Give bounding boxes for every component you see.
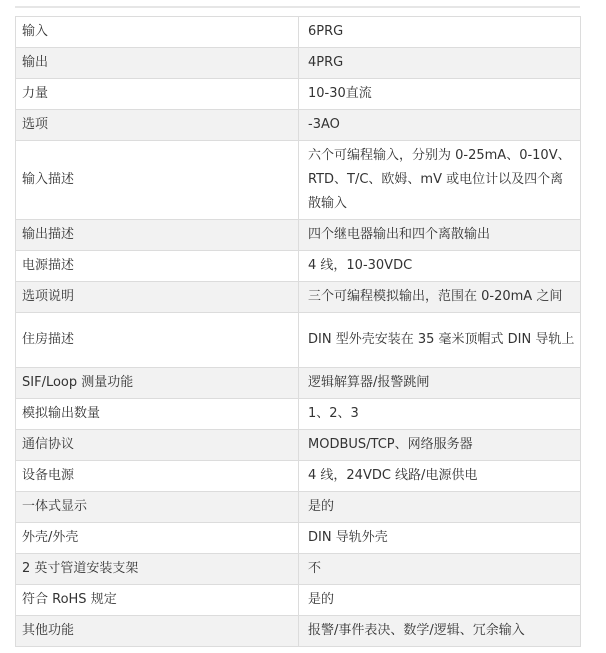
table-row xyxy=(16,368,581,399)
row-label: 选项 xyxy=(16,110,299,141)
spec-table xyxy=(15,16,581,647)
row-label: 符合 RoHS 规定 xyxy=(16,585,299,616)
row-label: 输出 xyxy=(16,48,299,79)
row-label: 选项说明 xyxy=(16,282,299,313)
table-row xyxy=(16,220,581,251)
table-row xyxy=(16,282,581,313)
row-value: 4 线，24VDC 线路/电源供电 xyxy=(299,461,581,492)
row-label: 2 英寸管道安装支架 xyxy=(16,554,299,585)
row-value: 是的 xyxy=(299,585,581,616)
row-label: 输入描述 xyxy=(16,141,299,220)
row-value: 四个继电器输出和四个离散输出 xyxy=(299,220,581,251)
row-label: SIF/Loop 测量功能 xyxy=(16,368,299,399)
table-row xyxy=(16,17,581,48)
table-row xyxy=(16,585,581,616)
row-value: -3AO xyxy=(299,110,581,141)
table-row xyxy=(16,430,581,461)
row-value: 逻辑解算器/报警跳闸 xyxy=(299,368,581,399)
row-label: 电源描述 xyxy=(16,251,299,282)
row-label: 一体式显示 xyxy=(16,492,299,523)
row-label: 设备电源 xyxy=(16,461,299,492)
table-row xyxy=(16,399,581,430)
row-value: 报警/事件表决、数学/逻辑、冗余输入 xyxy=(299,616,581,647)
table-row xyxy=(16,492,581,523)
table-row xyxy=(16,523,581,554)
table-row xyxy=(16,110,581,141)
top-divider xyxy=(15,6,580,8)
row-value: 不 xyxy=(299,554,581,585)
row-label: 力量 xyxy=(16,79,299,110)
row-value: 10-30直流 xyxy=(299,79,581,110)
table-row xyxy=(16,48,581,79)
row-label: 输出描述 xyxy=(16,220,299,251)
table-row xyxy=(16,141,581,220)
row-value: DIN 型外壳安装在 35 毫米顶帽式 DIN 导轨上 xyxy=(299,313,581,368)
row-value: 是的 xyxy=(299,492,581,523)
row-value: 4PRG xyxy=(299,48,581,79)
row-value: 6PRG xyxy=(299,17,581,48)
row-value: DIN 导轨外壳 xyxy=(299,523,581,554)
table-row xyxy=(16,554,581,585)
table-row xyxy=(16,313,581,368)
row-label: 外壳/外壳 xyxy=(16,523,299,554)
row-label: 输入 xyxy=(16,17,299,48)
table-row xyxy=(16,251,581,282)
table-row xyxy=(16,461,581,492)
row-value: 1、2、3 xyxy=(299,399,581,430)
table-row xyxy=(16,616,581,647)
row-value: 六个可编程输入，分别为 0-25mA、0-10V、RTD、T/C、欧姆、mV 或电位计以及四个离散输入 xyxy=(299,141,581,220)
row-label: 其他功能 xyxy=(16,616,299,647)
table-row xyxy=(16,79,581,110)
row-label: 模拟输出数量 xyxy=(16,399,299,430)
row-label: 住房描述 xyxy=(16,313,299,368)
row-value: 4 线，10-30VDC xyxy=(299,251,581,282)
row-label: 通信协议 xyxy=(16,430,299,461)
row-value: 三个可编程模拟输出，范围在 0-20mA 之间 xyxy=(299,282,581,313)
row-value: MODBUS/TCP、网络服务器 xyxy=(299,430,581,461)
